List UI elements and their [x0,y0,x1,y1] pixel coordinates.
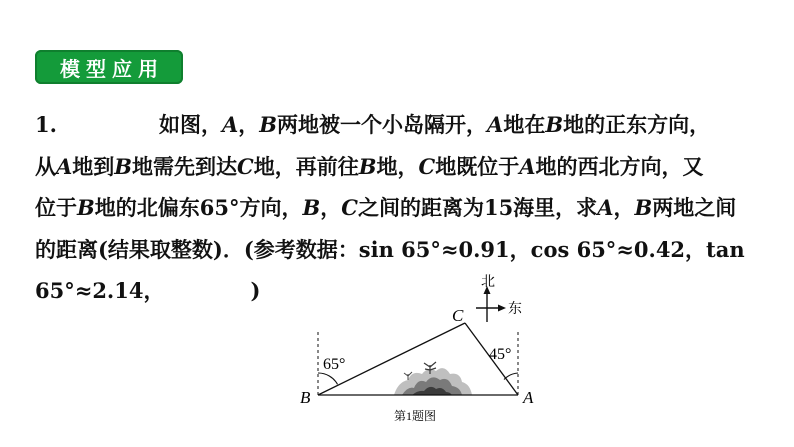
var-B: B [114,153,133,179]
text-segment: 地，再前往 [253,153,359,179]
figure-caption: 第1题图 [394,409,437,423]
var-C: C [237,153,254,179]
geometry-figure [290,270,550,440]
problem-number: 1. [35,112,57,137]
var-A: A [222,112,239,137]
angle-B-label: 65° [323,356,346,373]
text-segment: 地需先到达 [132,153,238,179]
var-C: C [418,153,436,179]
problem-line-4: 的距离(结果取整数)．(参考数据：sin 65°≈0.91，cos 65°≈0.42，tan [35,236,745,262]
text-segment: 地在 [503,112,546,137]
var-B: B [259,112,278,137]
text-segment: ) [250,278,261,303]
var-A: A [56,153,73,179]
text-segment: 两地被一个小岛隔开， [277,112,488,137]
text-segment: 65°≈2.14， [35,278,165,303]
text-segment: 从 [35,153,56,179]
text-segment: 如图， [159,112,222,137]
text-segment: 位于 [35,195,77,220]
island-icon [394,362,472,395]
compass-east-label: 东 [508,302,522,317]
text-segment: 地的西北方向，又 [535,153,704,179]
compass-icon [476,286,506,322]
problem-line-3 [35,187,775,229]
figure-svg [290,270,550,440]
point-B-label: B [300,388,311,407]
point-C-label: C [452,306,464,325]
angle-arc-B [318,373,338,384]
var-B: B [77,195,95,220]
text-segment: 地既位于 [435,153,520,179]
var-C: C [341,195,358,220]
text-segment: ， [613,195,635,220]
var-A: A [487,112,504,137]
text-segment: 地的北偏东65°方向， [94,195,303,220]
compass-north-label: 北 [481,275,495,290]
text-segment: 两地之间 [652,195,737,220]
text-segment: 地到 [72,153,115,179]
point-A-label: A [523,388,534,407]
section-tag-label: 模型应用 [60,56,164,81]
var-B: B [634,195,653,220]
text-segment: 地的正东方向， [563,112,711,137]
var-B: B [302,195,321,220]
angle-A-label: 45° [489,346,512,363]
section-tag [35,50,183,84]
var-B: B [545,112,564,137]
text-segment: ， [238,112,260,137]
text-segment: ， [320,195,342,220]
problem-line-1 [35,104,775,146]
text-segment: 之间的距离为15海里，求 [357,195,598,220]
var-A: A [597,195,614,220]
var-A: A [519,153,536,179]
text-segment: 地， [376,153,419,179]
var-B: B [358,153,377,179]
problem-line-2 [35,146,775,188]
